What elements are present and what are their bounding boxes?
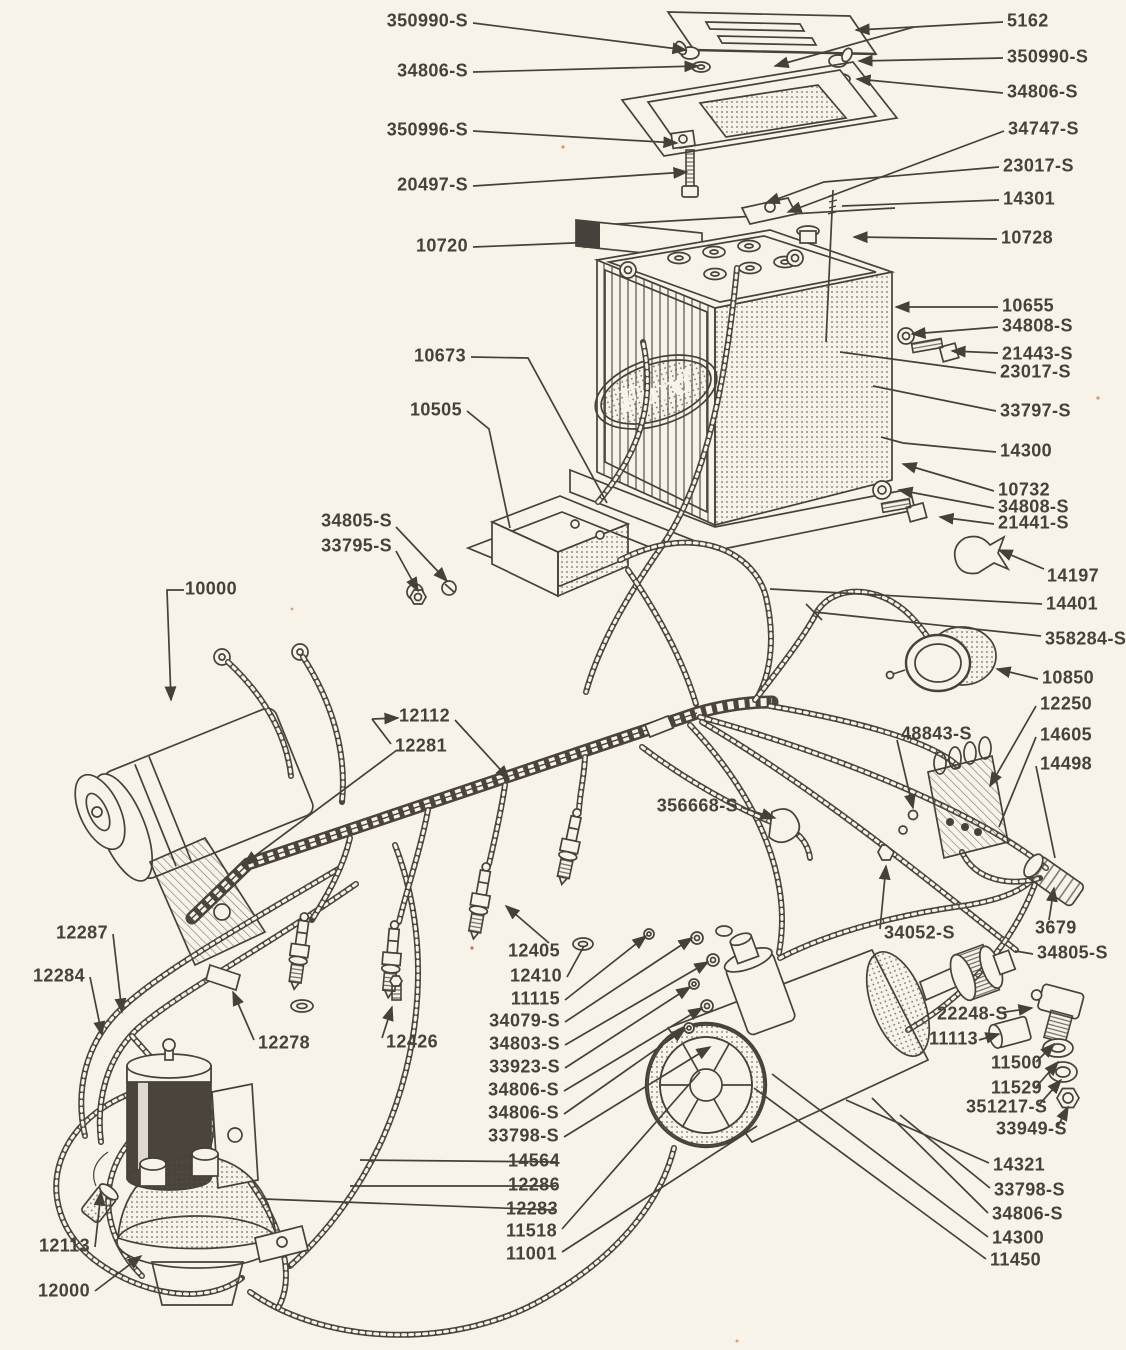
part-label-34806-S: 34806-S xyxy=(1007,81,1078,102)
part-label-350996-S: 350996-S xyxy=(386,119,468,140)
part-label-34808-S: 34808-S xyxy=(998,496,1069,517)
part-label-34808-S: 34808-S xyxy=(1002,315,1073,336)
part-label-11001: 11001 xyxy=(505,1243,557,1264)
part-label-48843-S: 48843-S xyxy=(901,723,972,744)
svg-text:Ford: Ford xyxy=(614,364,698,421)
part-label-20497-S: 20497-S xyxy=(397,174,468,195)
part-label-10673: 10673 xyxy=(413,345,466,366)
part-label-12278: 12278 xyxy=(258,1032,311,1053)
part-label-22248-S: 22248-S xyxy=(937,1003,1008,1024)
part-label-11450: 11450 xyxy=(990,1249,1042,1270)
part-label-34052-S: 34052-S xyxy=(884,922,955,943)
part-label-12113: 12113 xyxy=(38,1235,90,1256)
part-label-14321: 14321 xyxy=(993,1154,1046,1175)
part-label-12283: 12283 xyxy=(505,1198,558,1219)
part-label-14197: 14197 xyxy=(1047,565,1100,586)
part-label-12426: 12426 xyxy=(386,1031,439,1052)
part-label-34805-S: 34805-S xyxy=(1037,942,1108,963)
part-label-23017-S: 23017-S xyxy=(1000,361,1071,382)
part-label-12405: 12405 xyxy=(507,940,560,961)
part-label-3679: 3679 xyxy=(1035,917,1077,938)
part-label-33797-S: 33797-S xyxy=(1000,400,1071,421)
part-label-34806-S: 34806-S xyxy=(397,60,468,81)
part-label-34803-S: 34803-S xyxy=(489,1033,560,1054)
part-label-33923-S: 33923-S xyxy=(489,1056,560,1077)
part-label-34805-S: 34805-S xyxy=(321,510,392,531)
part-label-14401: 14401 xyxy=(1046,593,1099,614)
part-label-358284-S: 358284-S xyxy=(1045,628,1126,649)
part-label-14564: 14564 xyxy=(507,1150,560,1171)
part-label-33949-S: 33949-S xyxy=(996,1118,1067,1139)
part-label-350990-S: 350990-S xyxy=(386,10,468,31)
part-label-11529: 11529 xyxy=(991,1077,1043,1098)
part-label-10000: 10000 xyxy=(184,578,237,599)
part-label-11115: 11115 xyxy=(510,988,560,1009)
part-label-12000: 12000 xyxy=(37,1280,90,1301)
part-label-12286: 12286 xyxy=(507,1174,560,1195)
part-label-14300: 14300 xyxy=(1000,440,1053,461)
part-label-34079-S: 34079-S xyxy=(489,1010,560,1031)
part-label-12112: 12112 xyxy=(398,705,450,726)
part-label-21441-S: 21441-S xyxy=(998,512,1069,533)
part-label-356668-S: 356668-S xyxy=(656,795,738,816)
part-label-10850: 10850 xyxy=(1042,667,1095,688)
part-label-351217-S: 351217-S xyxy=(966,1096,1048,1117)
part-label-11500: 11500 xyxy=(991,1052,1043,1073)
part-label-10720: 10720 xyxy=(415,235,468,256)
part-label-34806-S: 34806-S xyxy=(992,1203,1063,1224)
part-label-12281: 12281 xyxy=(394,735,447,756)
part-label-14605: 14605 xyxy=(1040,724,1093,745)
part-label-11113: 11113 xyxy=(929,1028,979,1049)
part-label-12410: 12410 xyxy=(509,965,562,986)
part-label-14300: 14300 xyxy=(992,1227,1045,1248)
part-label-21443-S: 21443-S xyxy=(1002,343,1073,364)
part-label-33798-S: 33798-S xyxy=(994,1179,1065,1200)
part-label-23017-S: 23017-S xyxy=(1003,155,1074,176)
part-label-34747-S: 34747-S xyxy=(1008,118,1079,139)
part-label-10655: 10655 xyxy=(1002,295,1055,316)
part-label-11518: 11518 xyxy=(505,1220,557,1241)
part-label-14301: 14301 xyxy=(1003,188,1056,209)
part-label-12250: 12250 xyxy=(1040,693,1093,714)
part-label-12287: 12287 xyxy=(55,922,108,943)
part-label-34806-S: 34806-S xyxy=(488,1102,559,1123)
part-label-10505: 10505 xyxy=(409,399,462,420)
part-label-14498: 14498 xyxy=(1040,753,1093,774)
part-label-34806-S: 34806-S xyxy=(488,1079,559,1100)
part-label-350990-S: 350990-S xyxy=(1007,46,1089,67)
part-label-10728: 10728 xyxy=(1001,227,1054,248)
part-label-12284: 12284 xyxy=(32,965,85,986)
part-label-5162: 5162 xyxy=(1007,10,1049,31)
part-label-33795-S: 33795-S xyxy=(321,535,392,556)
part-label-33798-S: 33798-S xyxy=(488,1125,559,1146)
part-label-10732: 10732 xyxy=(998,479,1051,500)
